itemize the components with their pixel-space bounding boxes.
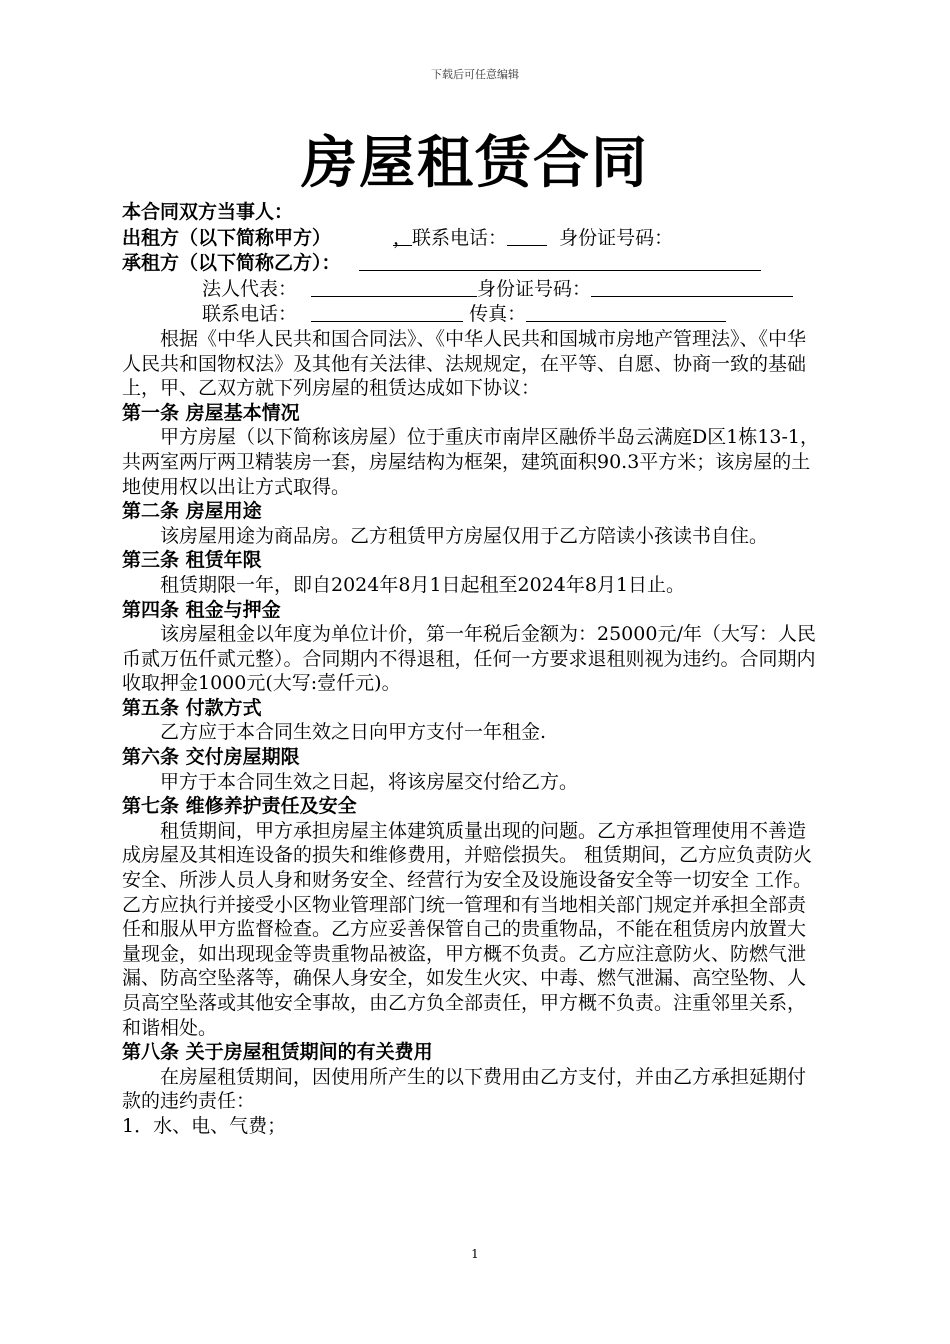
page-header: 下载后可任意编辑 [431, 68, 519, 81]
article-body: 在房屋租赁期间，因使用所产生的以下费用由乙方支付，并由乙方承担延期付款的违约责任： [122, 1065, 807, 1113]
lessee-line [122, 250, 822, 276]
article-7 [122, 794, 822, 1040]
lessor-label: 出租方（以下简称甲方） [122, 226, 332, 249]
article-body: 该房屋用途为商品房。乙方租赁甲方房屋仅用于乙方陪读小孩读书自住。 [160, 524, 769, 547]
lessee-phone-field[interactable] [311, 301, 463, 322]
lessee-name-field[interactable] [359, 250, 761, 271]
document-title: 房屋租赁合同 [301, 130, 649, 196]
page-number: 1 [471, 1247, 479, 1261]
article-heading: 第七条 维修养护责任及安全 [122, 795, 357, 818]
list-item: 1．水、电、气费； [122, 1114, 287, 1137]
lessee-phone-label: 联系电话： [202, 303, 298, 326]
article-8 [122, 1040, 822, 1114]
article-heading: 第八条 关于房屋租赁期间的有关费用 [122, 1041, 433, 1064]
lessee-id-field[interactable] [591, 276, 793, 297]
lessor-comma: ， [393, 226, 413, 249]
lessor-phone-field[interactable] [507, 225, 547, 246]
article-heading: 第四条 租金与押金 [122, 598, 281, 621]
document-body [122, 200, 822, 1139]
article-3 [122, 548, 822, 597]
article-5 [122, 696, 822, 745]
legal-rep-field[interactable] [311, 276, 477, 297]
lessor-id-label: 身份证号码： [559, 226, 674, 249]
lessor-line [122, 225, 822, 251]
article-body: 租赁期限一年，即自2024年8月1日起租至2024年8月1日止。 [160, 573, 686, 596]
fax-label: 传真： [469, 303, 527, 326]
article-body: 甲方房屋（以下简称该房屋）位于重庆市南岸区融侨半岛云满庭D区1栋13-1，共两室两厅两卫精装房一套，房屋结构为框架，建筑面积90.3平方米；该房屋的土地使用权以出让方式取得。 [122, 426, 820, 498]
article-heading: 第二条 房屋用途 [122, 500, 262, 523]
article-2 [122, 499, 822, 548]
article-body: 甲方于本合同生效之日起，将该房屋交付给乙方。 [160, 770, 579, 793]
article-heading: 第六条 交付房屋期限 [122, 746, 300, 769]
article-heading: 第五条 付款方式 [122, 696, 262, 719]
lessee-id-label: 身份证号码： [477, 277, 592, 300]
article-1 [122, 401, 822, 499]
article-body: 该房屋租金以年度为单位计价，第一年税后金额为：25000元/年（大写：人民币贰万伍仟贰元整）。合同期内不得退租，任何一方要求退租则视为违约。合同期内收取押金1000元(大写:壹仟元)。 [122, 623, 816, 695]
legal-rep-label: 法人代表： [202, 277, 298, 300]
article-6 [122, 745, 822, 794]
lessee-phone-line [122, 301, 822, 327]
parties-intro: 本合同双方当事人： [122, 201, 294, 223]
article-heading: 第一条 房屋基本情况 [122, 401, 300, 424]
article-4 [122, 598, 822, 696]
legal-rep-line [122, 276, 822, 302]
lessor-phone-label: 联系电话： [412, 226, 508, 249]
lessee-label: 承租方（以下简称乙方）： [122, 252, 341, 275]
article-heading: 第三条 租赁年限 [122, 549, 262, 572]
fax-field[interactable] [526, 301, 726, 322]
preamble: 根据《中华人民共和国合同法》、《中华人民共和国城市房地产管理法》、《中华人民共和国物权法》及其他有关法律、法规规定，在平等、自愿、协商一致的基础上，甲、乙双方就下列房屋的租赁达成如下协议： [122, 327, 807, 400]
article-body: 乙方应于本合同生效之日向甲方支付一年租金. [160, 721, 547, 744]
article-body: 租赁期间，甲方承担房屋主体建筑质量出现的问题。乙方承担管理使用不善造成房屋及其相连设备的损失和维修费用，并赔偿损失。 租赁期间，乙方应负责防火安全、所涉人员人身和财务安全、经营行为安全及设施设备安全等一切安全 工作。乙方应执行并接受小区物业管理部门统一管理和有当地相关部门规定并承担全部责任和服从甲方监督检查。乙方应妥善保管自己的贵重物品，不能在租赁房内放置大量现金，如出现现金等贵重物品被盗，甲方概不负责。乙方应注意防火、防燃气泄漏、防高空坠落等，确保人身安全，如发生火灾、中毒、燃气泄漏、高空坠物、人员高空坠落或其他安全事故，由乙方负全部责任，甲方概不负责。注重邻里关系，和谐相处。 [122, 819, 813, 1039]
